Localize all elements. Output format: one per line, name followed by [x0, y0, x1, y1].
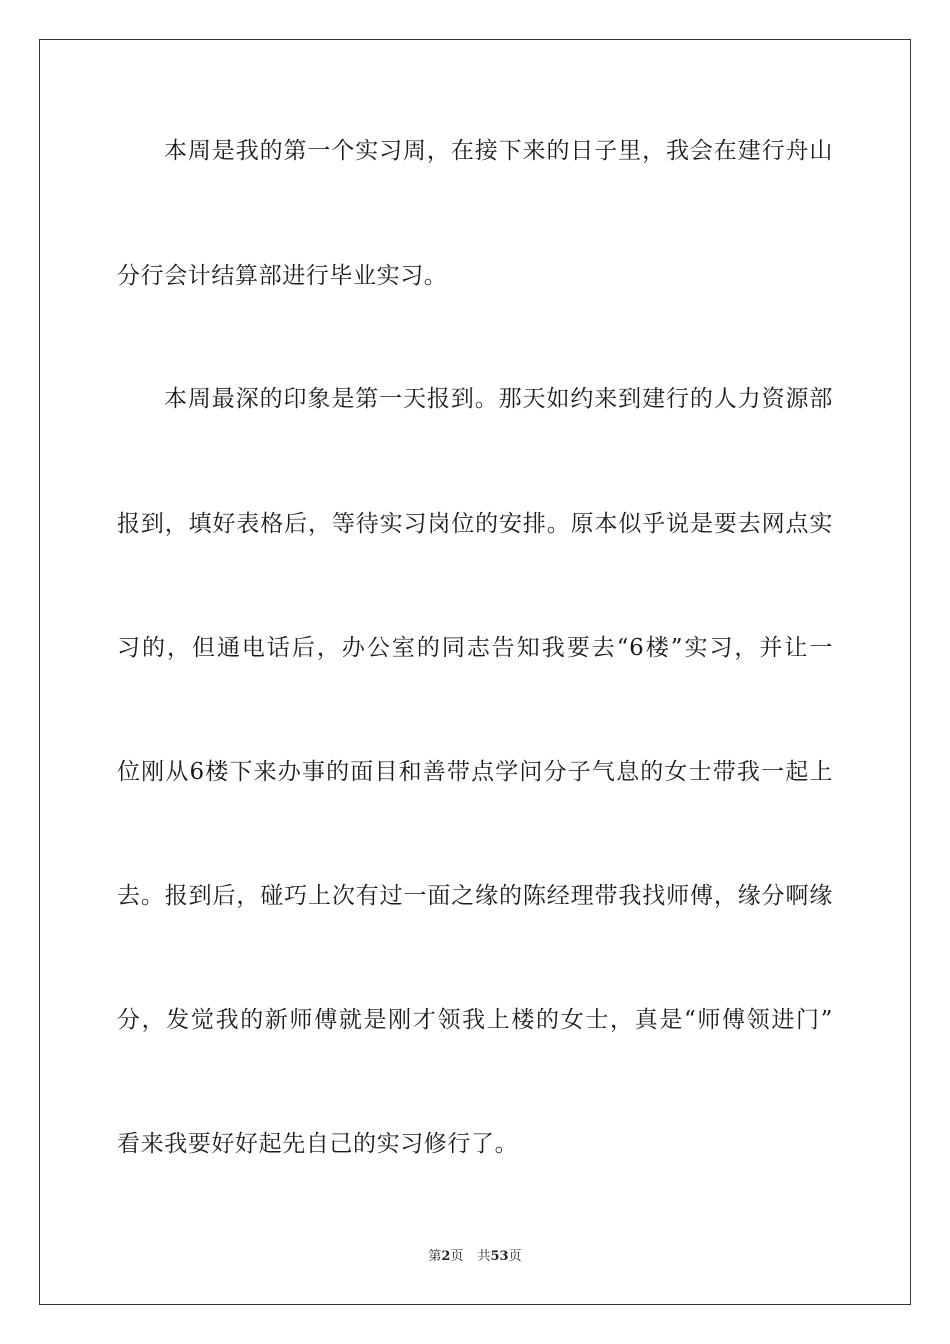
total-pages-number: 53 [490, 1249, 509, 1264]
page-border [39, 39, 911, 1305]
paragraph-2-line-1: 本周最深的印象是第一天报到。那天如约来到建行的人力资源部 [164, 386, 833, 412]
paragraph-1-line-1: 本周是我的第一个实习周，在接下来的日子里，我会在建行舟山 [164, 138, 833, 164]
paragraph-2-line-4: 位刚从6楼下来办事的面目和善带点学问分子气息的女士带我一起上 [117, 759, 833, 785]
paragraph-2-line-2: 报到，填好表格后，等待实习岗位的安排。原本似乎说是要去网点实 [117, 511, 833, 537]
footer-total-suffix: 页 [508, 1249, 522, 1264]
paragraph-2-line-3: 习的，但通电话后，办公室的同志告知我要去“6楼”实习，并让一 [117, 635, 833, 661]
current-page-number: 2 [441, 1249, 451, 1264]
footer-prefix: 第 [428, 1249, 442, 1264]
page-number-footer [0, 1248, 950, 1266]
paragraph-1-line-2: 分行会计结算部进行毕业实习。 [117, 263, 448, 289]
paragraph-2-line-7: 看来我要好好起先自己的实习修行了。 [117, 1131, 519, 1157]
footer-page-suffix: 页 [450, 1249, 464, 1264]
paragraph-2-line-5: 去。报到后，碰巧上次有过一面之缘的陈经理带我找师傅，缘分啊缘 [117, 883, 833, 909]
paragraph-2-line-6: 分，发觉我的新师傅就是刚才领我上楼的女士，真是“师傅领进门” [117, 1007, 833, 1033]
footer-total-prefix: 共 [477, 1249, 491, 1264]
